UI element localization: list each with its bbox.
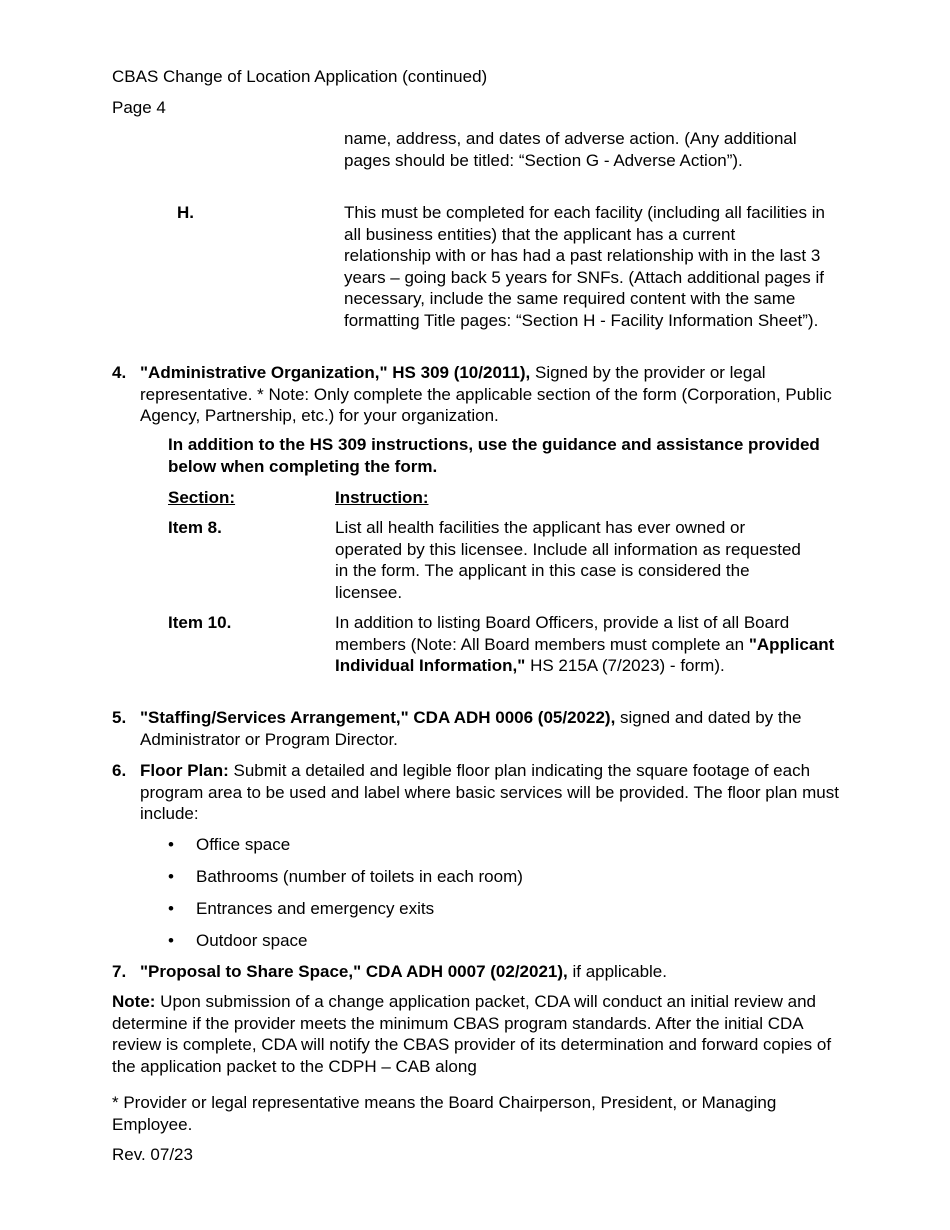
item-4-number: 4. [112,363,127,382]
bullet-bathrooms: Bathrooms (number of toilets in each room) [196,867,523,886]
bullet-glyph: • [168,899,174,918]
item-4-text: "Administrative Organization," HS 309 (10/2011), Signed by the provider or legal representative. * Note: Only complete the applicable section of the form (Corporation, Public Agency, Partnership, etc.) for your organization. [140,363,832,425]
item-5-text: "Staffing/Services Arrangement," CDA ADH 0006 (05/2022), signed and dated by the Administrator or Program Director. [140,708,802,749]
item-7 [112,961,842,983]
page-number: Page 4 [112,98,166,117]
revision-date: Rev. 07/23 [112,1145,193,1164]
bullet-glyph: • [168,835,174,854]
item-7-number: 7. [112,962,127,981]
section-g-continuation: name, address, and dates of adverse action. (Any additional pages should be titled: “Section G - Adverse Action”). [344,129,797,170]
bullet-outdoor-space: Outdoor space [196,931,308,950]
bullet-glyph: • [168,867,174,886]
section-h-label: H. [177,203,194,222]
item-4-guidance: In addition to the HS 309 instructions, use the guidance and assistance provided below when completing the form. [168,435,820,476]
column-header-section: Section: [168,488,236,507]
column-header-instruction: Instruction: [335,488,429,507]
item-5-number: 5. [112,708,127,727]
item-4 [112,362,842,427]
item-10-label: Item 10. [168,613,232,632]
item-6-text: Floor Plan: Submit a detailed and legible floor plan indicating the square footage of each program area to be used and label where basic services will be provided. The floor plan must include: [140,761,839,823]
bullet-entrances: Entrances and emergency exits [196,899,435,918]
item-5 [112,707,842,750]
footnote: * Provider or legal representative means the Board Chairperson, President, or Managing Employee. [112,1093,777,1134]
item-6-number: 6. [112,761,127,780]
item-10-text: In addition to listing Board Officers, provide a list of all Board members (Note: All Board members must complete an "Applicant Individual Information," HS 215A (7/2023) - form). [335,613,835,675]
item-8-text: List all health facilities the applicant has ever owned or operated by this licensee. Include all information as requested in the form. The applicant in this case is considered the licensee. [335,518,801,602]
item-7-text: "Proposal to Share Space," CDA ADH 0007 (02/2021), if applicable. [140,962,667,981]
bullet-office-space: Office space [196,835,291,854]
header-title: CBAS Change of Location Application (continued) [112,67,488,86]
section-h-text: This must be completed for each facility (including all facilities in all business entities) that the applicant has a current relationship with or has had a past relationship with in the last 3 years – going back 5 years for SNFs. (Attach additional pages if necessary, include the same required content with the same formatting Title pages: “Section H - Facility Information Sheet”). [344,203,825,330]
bullet-glyph: • [168,931,174,950]
item-8-label: Item 8. [168,518,222,537]
note-paragraph: Note: Upon submission of a change application packet, CDA will conduct an initial review and determine if the provider meets the minimum CBAS program standards. After the initial CDA review is complete, CDA will notify the CBAS provider of its determination and forward copies of the application packet to the CDPH – CAB along [112,992,832,1076]
item-6 [112,760,842,825]
